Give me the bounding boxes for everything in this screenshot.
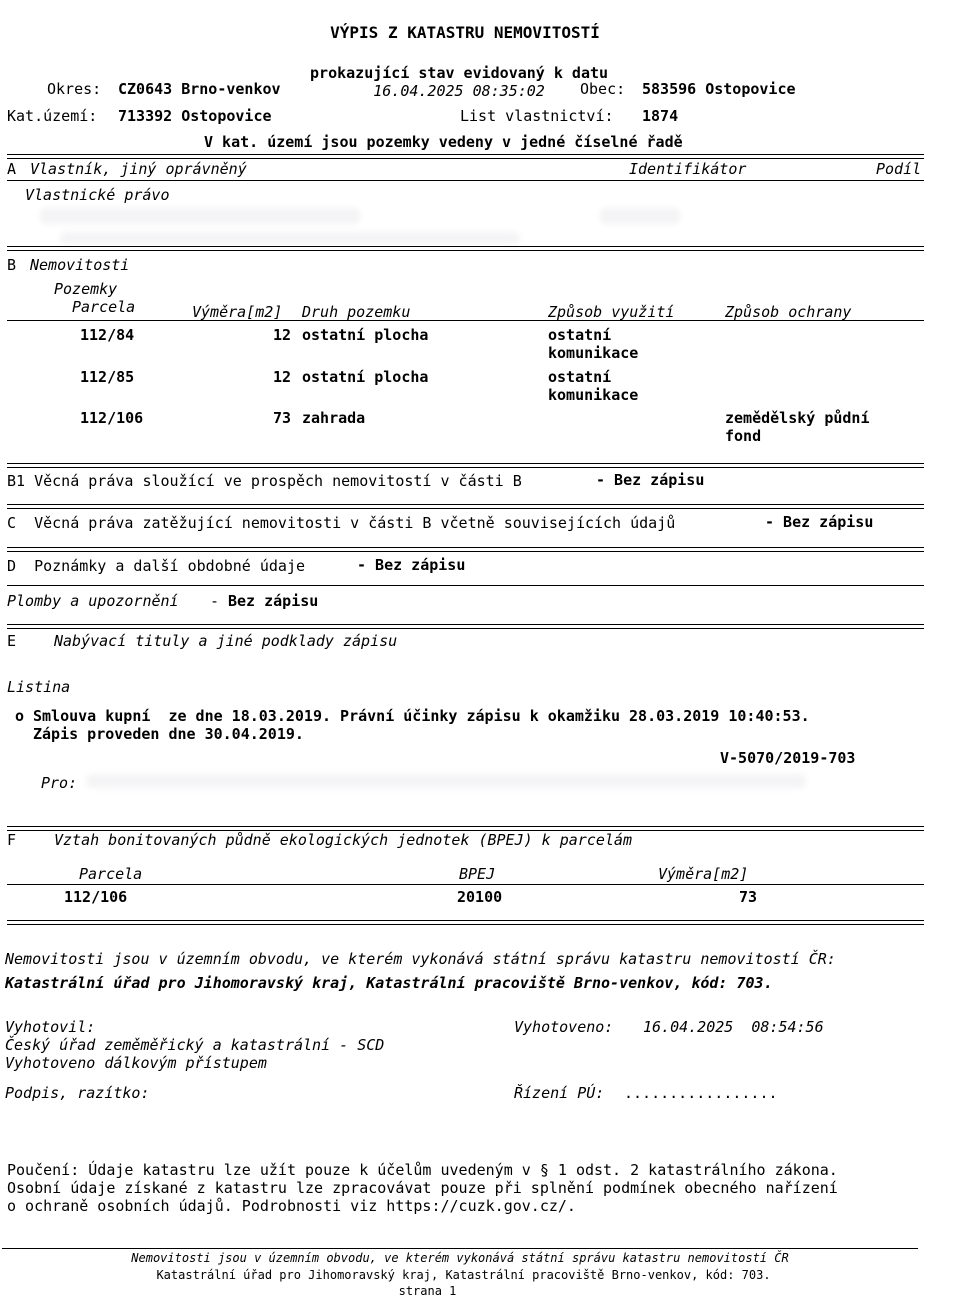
divider [7,920,924,925]
page-number: strana 1 [398,1284,457,1298]
section-b1-value: - Bez zápisu [596,471,705,489]
plomby-title: Plomby a upozornění [7,592,179,610]
row-vyuziti: ostatní [548,368,612,386]
row-druh: ostatní plocha [302,326,429,344]
listina-reference: V-5070/2019-703 [720,749,856,767]
row-ochrana: zemědělský půdní [725,409,870,427]
katuzemi-label: Kat.území: [7,107,98,125]
bpej-row-parcela: 112/106 [64,888,128,906]
rizeni-label: Řízení PÚ: [514,1084,605,1102]
row-vyuziti-cont: komunikace [548,386,639,404]
col-ochrana: Způsob ochrany [725,303,852,321]
plomby-dash: - [210,592,220,610]
section-d-title: D Poznámky a další obdobné údaje [7,557,306,575]
podpis-label: Podpis, razítko: [5,1084,150,1102]
divider [7,624,924,629]
bpej-col-bpej: BPEJ [459,865,496,883]
col-vymera: Výměra[m2] [192,303,283,321]
section-b-title: Nemovitosti [30,256,130,274]
rizeni-value: ................. [624,1084,778,1102]
vyhotoveno-value: 16.04.2025 08:54:56 [643,1018,824,1036]
section-d-value: - Bez zápisu [357,556,466,574]
office-info-line2: Katastrální úřad pro Jihomoravský kraj, Katastrální pracoviště Brno-venkov, kód: 703. [5,974,773,992]
row-vyuziti-cont: komunikace [548,344,639,362]
section-c-title: C Věcná práva zatěžující nemovitosti v části B včetně souvisejících údajů [7,514,676,532]
divider [7,246,924,251]
listina-label: Listina [7,678,71,696]
section-a-share: Podíl [876,160,922,178]
plomby-value: Bez zápisu [228,592,319,610]
section-a-title: Vlastník, jiný oprávněný [30,160,247,178]
bpej-col-vymera: Výměra[m2] [658,865,749,883]
vyhotovil-label: Vyhotovil: [5,1018,96,1036]
row-parcela: 112/106 [80,409,144,427]
row-druh: ostatní plocha [302,368,429,386]
divider [7,154,924,159]
bpej-row-vymera: 73 [738,888,757,906]
notice-line1: Poučení: Údaje katastru lze užít pouze k účelům uvedeným v § 1 odst. 2 katastrálního zákona. [7,1161,838,1179]
row-druh: zahrada [302,409,366,427]
redacted-address [60,232,520,244]
section-e-title: Nabývací tituly a jiné podklady zápisu [54,632,398,650]
katuzemi-value: 713392 Ostopovice [118,107,272,125]
pozemky-label: Pozemky [54,280,118,298]
redacted-owner [40,208,360,224]
section-b1-title: B1 Věcná práva sloužící ve prospěch nemovitostí v části B [7,472,522,490]
redacted-identifier [600,208,680,224]
col-parcela: Parcela [72,298,136,316]
divider [7,547,924,552]
row-ochrana-cont: fond [725,427,762,445]
col-druh: Druh pozemku [302,303,411,321]
section-a-subtitle: Vlastnické právo [25,186,170,204]
divider [7,320,924,321]
vyhotoveno-label: Vyhotoveno: [514,1018,614,1036]
section-f-letter: F [7,831,17,849]
page-footer-line1: Nemovitosti jsou v územním obvodu, ve kterém vykonává státní správu katastru nemovitostí ČR [131,1251,789,1265]
row-vyuziti: ostatní [548,326,612,344]
row-parcela: 112/84 [80,326,135,344]
page-footer-line2: Katastrální úřad pro Jihomoravský kraj, Katastrální pracoviště Brno-venkov, kód: 703. [156,1268,771,1282]
section-f-title: Vztah bonitovaných půdně ekologických jednotek (BPEJ) k parcelám [54,831,632,849]
bpej-col-parcela: Parcela [79,865,143,883]
section-c-value: - Bez zápisu [765,513,874,531]
cadastre-note: V kat. území jsou pozemky vedeny v jedné číselné řadě [204,133,683,151]
office-info-line1: Nemovitosti jsou v územním obvodu, ve kterém vykonává státní správu katastru nemovitostí ČR: [5,950,836,968]
lv-value: 1874 [642,107,679,125]
row-vymera: 12 [272,368,291,386]
section-a-identifier: Identifikátor [629,160,747,178]
divider [7,585,924,586]
obec-label: Obec: [580,80,626,98]
obec-value: 583596 Ostopovice [642,80,796,98]
divider [7,463,924,468]
vyhotovil-line2: Vyhotoveno dálkovým přístupem [5,1054,267,1072]
footer-divider [2,1248,918,1249]
redacted-pro [86,774,806,788]
section-b-letter: B [7,256,17,274]
bpej-row-bpej: 20100 [457,888,503,906]
pro-label: Pro: [41,774,78,792]
section-a-letter: A [7,160,17,178]
divider [7,884,924,885]
okres-value: CZ0643 Brno-venkov [118,80,281,98]
col-vyuziti: Způsob využití [548,303,675,321]
notice-line2: Osobní údaje získané z katastru lze zpracovávat pouze při splnění podmínek obecného nařízení [7,1179,838,1197]
vyhotovil-line1: Český úřad zeměměřický a katastrální - SCD [5,1036,385,1054]
lv-label: List vlastnictví: [460,107,614,125]
listina-line2: Zápis proveden dne 30.04.2019. [33,725,304,743]
document-title: VÝPIS Z KATASTRU NEMOVITOSTÍ [330,23,600,42]
okres-label: Okres: [47,80,102,98]
divider [7,180,924,181]
listina-line1: Smlouva kupní ze dne 18.03.2019. Právní účinky zápisu k okamžiku 28.03.2019 10:40:53. [33,707,810,725]
row-parcela: 112/85 [80,368,135,386]
bullet: o [15,707,25,725]
subtitle-date: 16.04.2025 08:35:02 [373,82,545,100]
notice-line3: o ochraně osobních údajů. Podrobnosti viz https://cuzk.gov.cz/. [7,1197,576,1215]
divider [7,504,924,509]
row-vymera: 73 [272,409,291,427]
section-e-letter: E [7,632,17,650]
row-vymera: 12 [272,326,291,344]
subtitle-prefix: prokazující stav evidovaný k datu [310,64,609,82]
